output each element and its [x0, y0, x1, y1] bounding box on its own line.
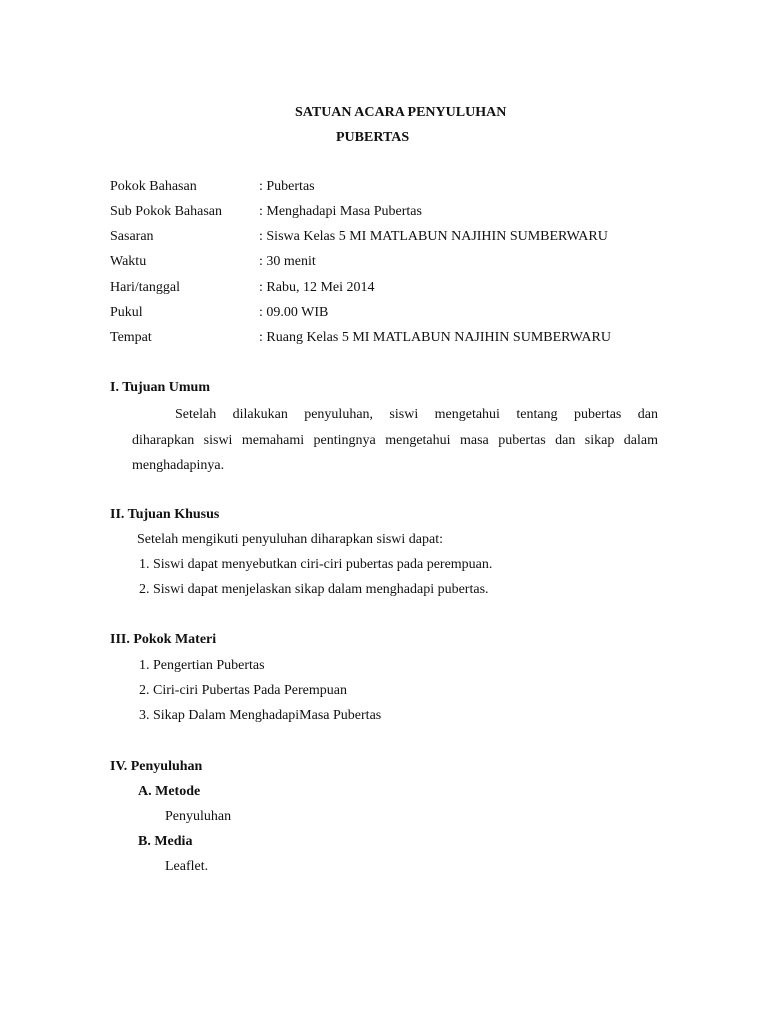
subsection-heading: A. Metode — [138, 784, 201, 799]
section-heading: II. Tujuan Khusus — [110, 507, 220, 522]
info-label: Pukul — [110, 305, 143, 320]
list-item: 3. Sikap Dalam MenghadapiMasa Pubertas — [139, 708, 382, 723]
info-label: Tempat — [110, 330, 152, 345]
list-item: 2. Siswi dapat menjelaskan sikap dalam menghadapi pubertas. — [139, 582, 489, 597]
info-label: Pokok Bahasan — [110, 179, 197, 194]
section-heading: IV. Penyuluhan — [110, 759, 203, 774]
info-value: : Rabu, 12 Mei 2014 — [259, 280, 375, 295]
info-label: Hari/tanggal — [110, 280, 180, 295]
list-item: 2. Ciri-ciri Pubertas Pada Perempuan — [139, 683, 348, 698]
section-heading: III. Pokok Materi — [110, 632, 217, 647]
info-value: : 30 menit — [259, 254, 316, 269]
paragraph-line: menghadapinya. — [132, 458, 225, 473]
info-value: : Menghadapi Masa Pubertas — [259, 204, 422, 219]
info-value: : Ruang Kelas 5 MI MATLABUN NAJIHIN SUMBERWARU — [259, 330, 611, 345]
info-label: Waktu — [110, 254, 147, 269]
list-item: 1. Pengertian Pubertas — [139, 658, 265, 673]
info-value: : 09.00 WIB — [259, 305, 329, 320]
info-value: : Siswa Kelas 5 MI MATLABUN NAJIHIN SUMBERWARU — [259, 229, 608, 244]
subsection-text: Penyuluhan — [165, 809, 232, 824]
section-heading: I. Tujuan Umum — [110, 380, 210, 395]
document-subtitle: PUBERTAS — [336, 130, 410, 145]
paragraph-line: Setelah dilakukan penyuluhan, siswi mengetahui tentang pubertas dan — [175, 407, 658, 422]
paragraph-line: diharapkan siswi memahami pentingnya mengetahui masa pubertas dan sikap dalam — [132, 433, 658, 448]
section-intro: Setelah mengikuti penyuluhan diharapkan siswi dapat: — [137, 532, 443, 547]
info-value: : Pubertas — [259, 179, 315, 194]
document-title: SATUAN ACARA PENYULUHAN — [295, 105, 507, 120]
subsection-text: Leaflet. — [165, 859, 209, 874]
info-label: Sub Pokok Bahasan — [110, 204, 222, 219]
info-label: Sasaran — [110, 229, 154, 244]
list-item: 1. Siswi dapat menyebutkan ciri-ciri pubertas pada perempuan. — [139, 557, 493, 572]
subsection-heading: B. Media — [138, 834, 193, 849]
